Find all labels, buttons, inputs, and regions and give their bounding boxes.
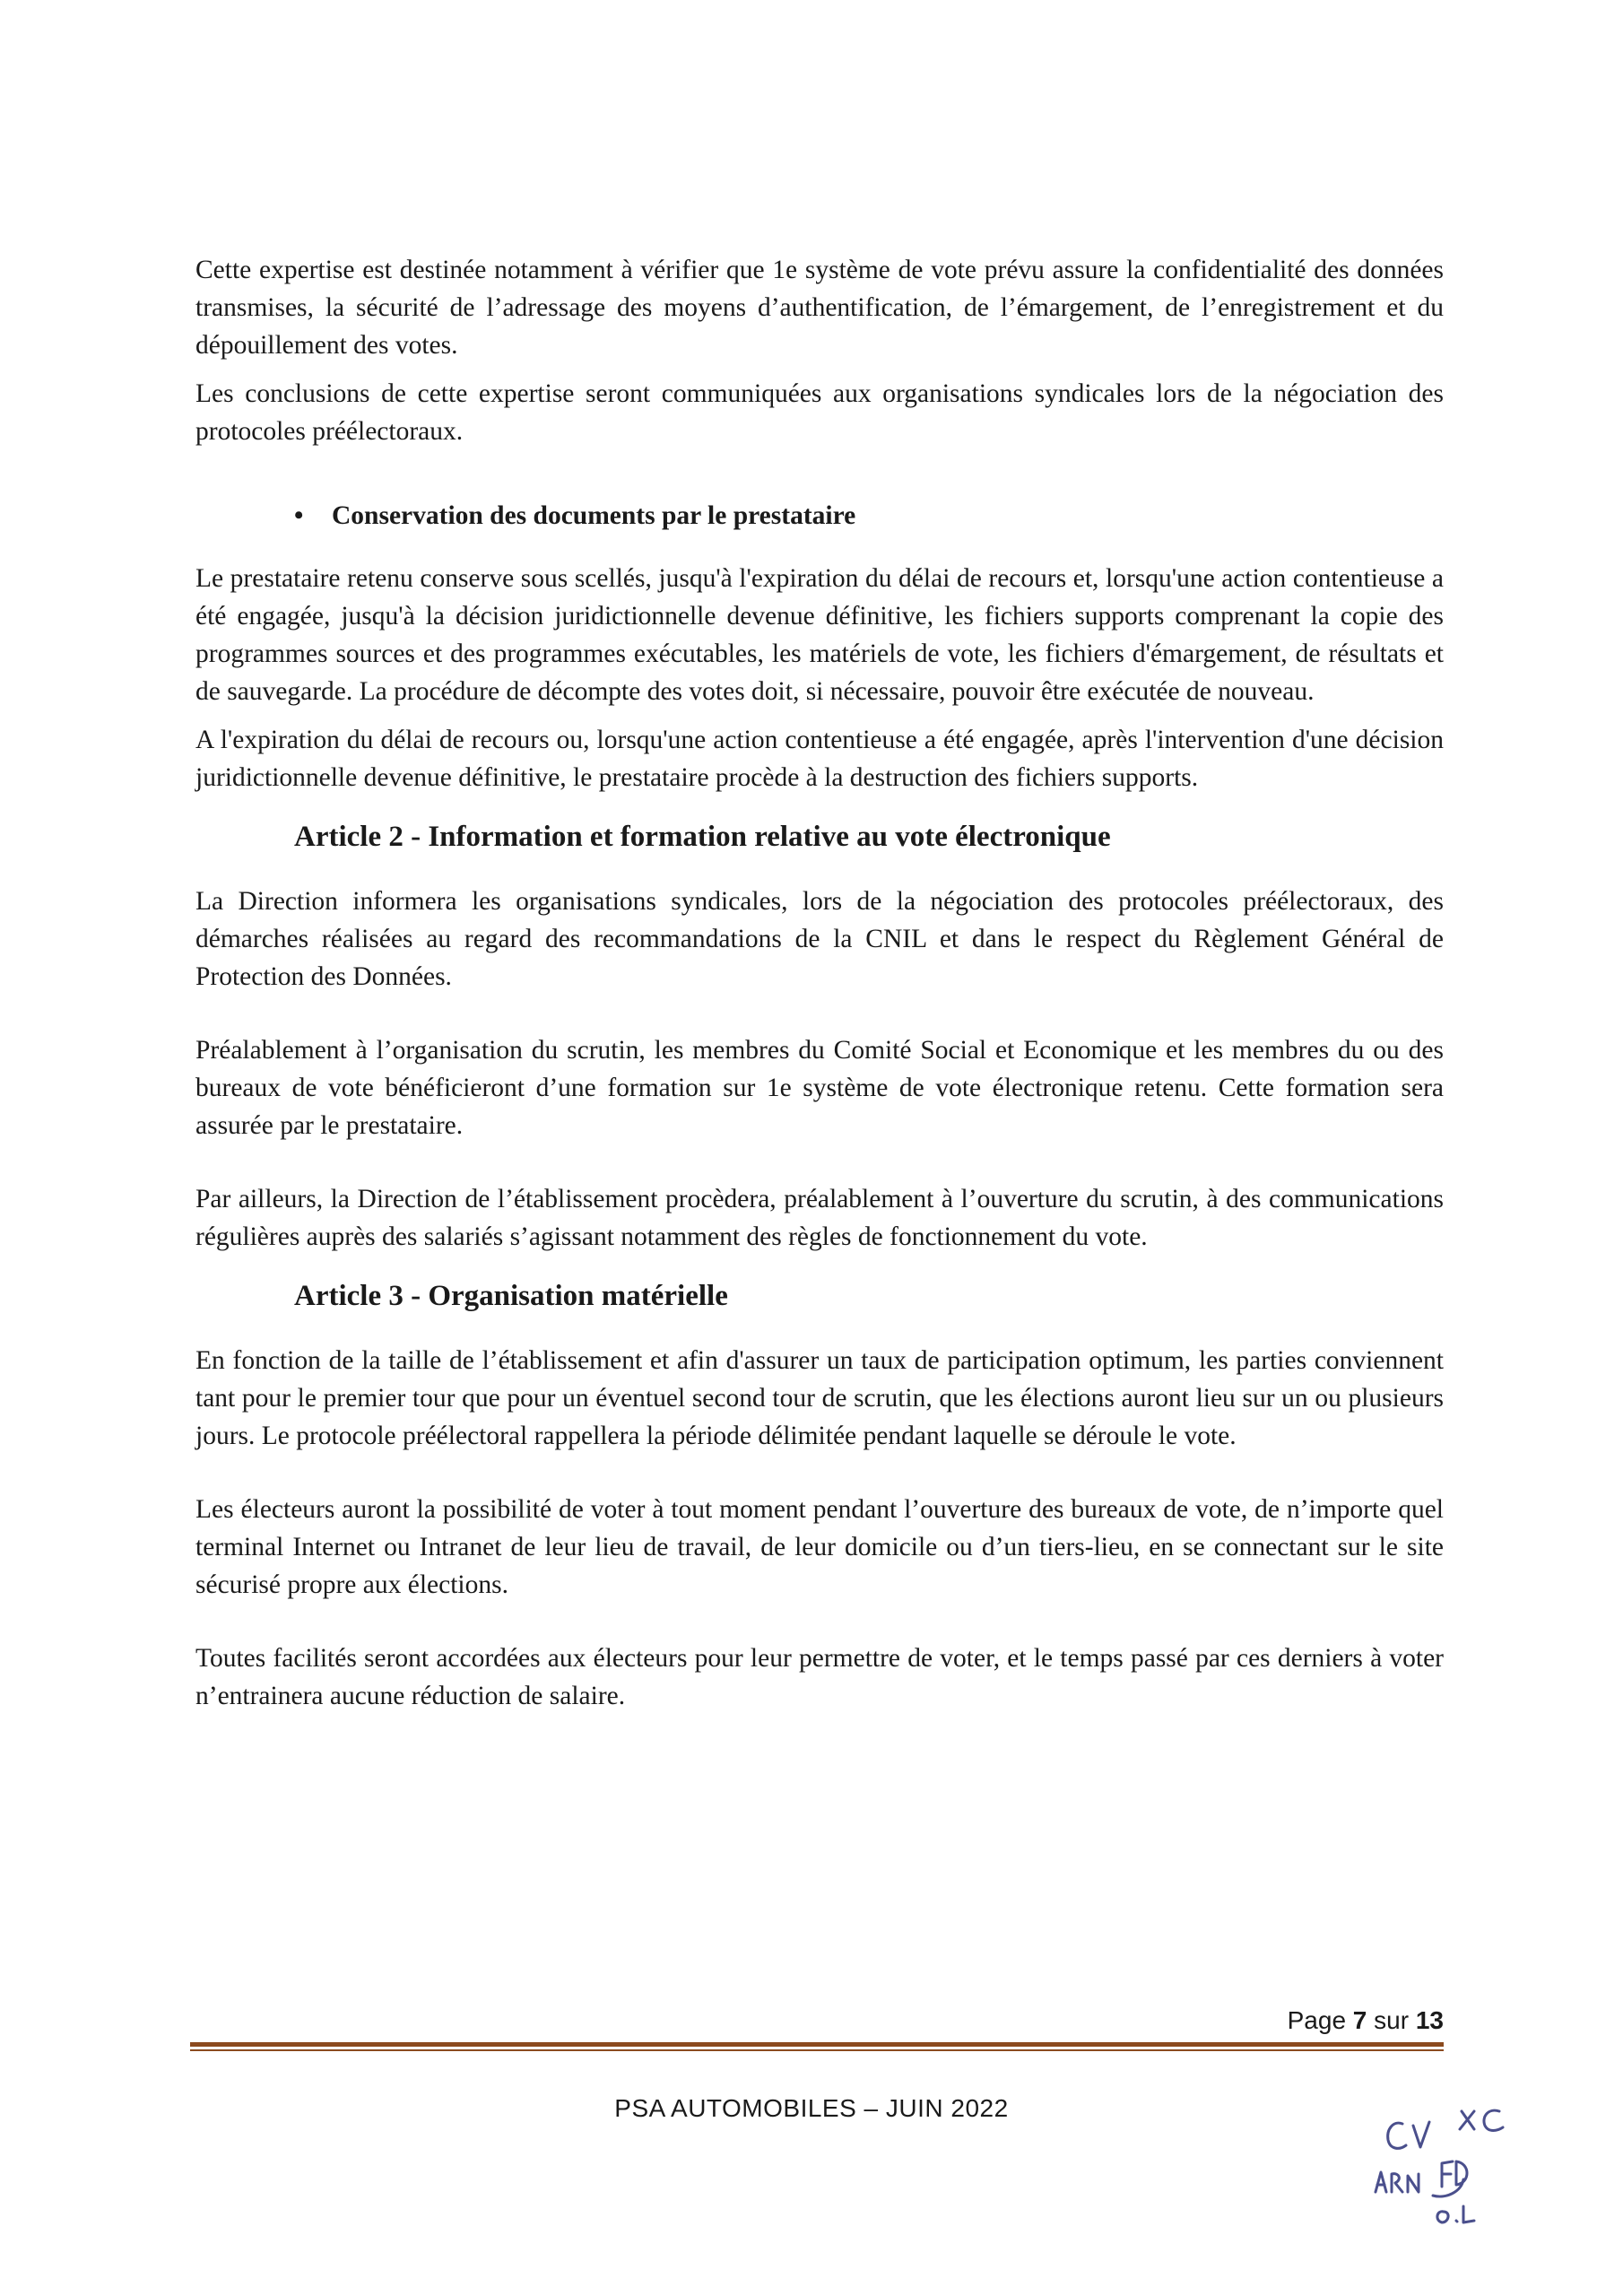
page-prefix: Page [1287,2006,1353,2034]
paragraph-expertise-purpose: Cette expertise est destinée notamment à vérifier que 1e système de vote prévu assure la confidentialité des données transmises, la sécurité de l’adressage des moyens d’authentification, de l’émargement, de l’enregistrement et du dépouillement des votes. [195,256,1444,360]
bullet-icon: • [294,501,304,530]
article-3-heading: Article 3 - Organisation matérielle [294,1280,728,1312]
footer-divider [190,2042,1444,2051]
paragraph-expertise-conclusions: Les conclusions de cette expertise seront communiquées aux organisations syndicales lors de la négociation des protocoles préélectoraux. [195,379,1444,446]
paragraph-conservation-destruction: A l'expiration du délai de recours ou, lorsqu'une action contentieuse a été engagée, après l'intervention d'une décision juridictionnelle devenue définitive, le prestataire procède à la destruction des fichiers supports. [195,726,1444,792]
page-separator: sur [1367,2006,1416,2034]
footer-divider-thick [190,2042,1444,2047]
paragraph-conservation-scelles: Le prestataire retenu conserve sous scellés, jusqu'à l'expiration du délai de recours et, lorsqu'une action contentieuse a été engagée, jusqu'à la décision juridictionnelle devenue définitive, les fichiers supports comprenant la copie des programmes sources et des programmes exécutables, les matériels de vote, les fichiers d'émargement, de résultats et de sauvegarde. La procédure de décompte des votes doit, si nécessaire, pouvoir être exécutée de nouveau. [195,564,1444,706]
footer-company-date: PSA AUTOMOBILES – JUIN 2022 [614,2094,1009,2122]
page-total: 13 [1415,2006,1444,2034]
paragraph-organisation-dates: En fonction de la taille de l’établissement et afin d'assurer un taux de participation optimum, les parties conviennent tant pour le premier tour que pour un éventuel second tour de scrutin, que les élections auront lieu sur un ou plusieurs jours. Le protocole préélectoral rappellera la période délimitée pendant laquelle se déroule le vote. [195,1346,1444,1450]
page-number [1288,2006,1444,2035]
document-body [195,251,1444,1715]
paragraph-electeurs-acces: Les électeurs auront la possibilité de voter à tout moment pendant l’ouverture des bureaux de vote, de n’importe quel terminal Internet ou Intranet de leur lieu de travail, de leur domicile ou d’un tiers-lieu, en se connectant sur le site sécurisé propre aux élections. [195,1495,1444,1599]
page-current: 7 [1352,2006,1367,2034]
paragraph-facilites: Toutes facilités seront accordées aux électeurs pour leur permettre de voter, et le temps passé par ces derniers à voter n’entrainera aucune réduction de salaire. [195,1644,1444,1710]
paragraph-formation: Préalablement à l’organisation du scrutin, les membres du Comité Social et Economique et les membres du ou des bureaux de vote bénéficieront d’une formation sur 1e système de vote électronique retenu. Cette formation sera assurée par le prestataire. [195,1036,1444,1140]
section-heading-text: Conservation des documents par le prestataire [332,501,856,530]
article-2-heading: Article 2 - Information et formation relative au vote électronique [294,821,1111,853]
handwritten-initials [1363,2099,1542,2233]
section-heading-conservation [195,497,1444,535]
paragraph-direction-information: La Direction informera les organisations syndicales, lors de la négociation des protocoles préélectoraux, des démarches réalisées au regard des recommandations de la CNIL et dans le respect du Règlement Général de Protection des Données. [195,887,1444,991]
paragraph-communications: Par ailleurs, la Direction de l’établissement procèdera, préalablement à l’ouverture du scrutin, à des communications régulières auprès des salariés s’agissant notamment des règles de fonctionnement du vote. [195,1185,1444,1251]
footer-divider-thin [190,2049,1444,2051]
